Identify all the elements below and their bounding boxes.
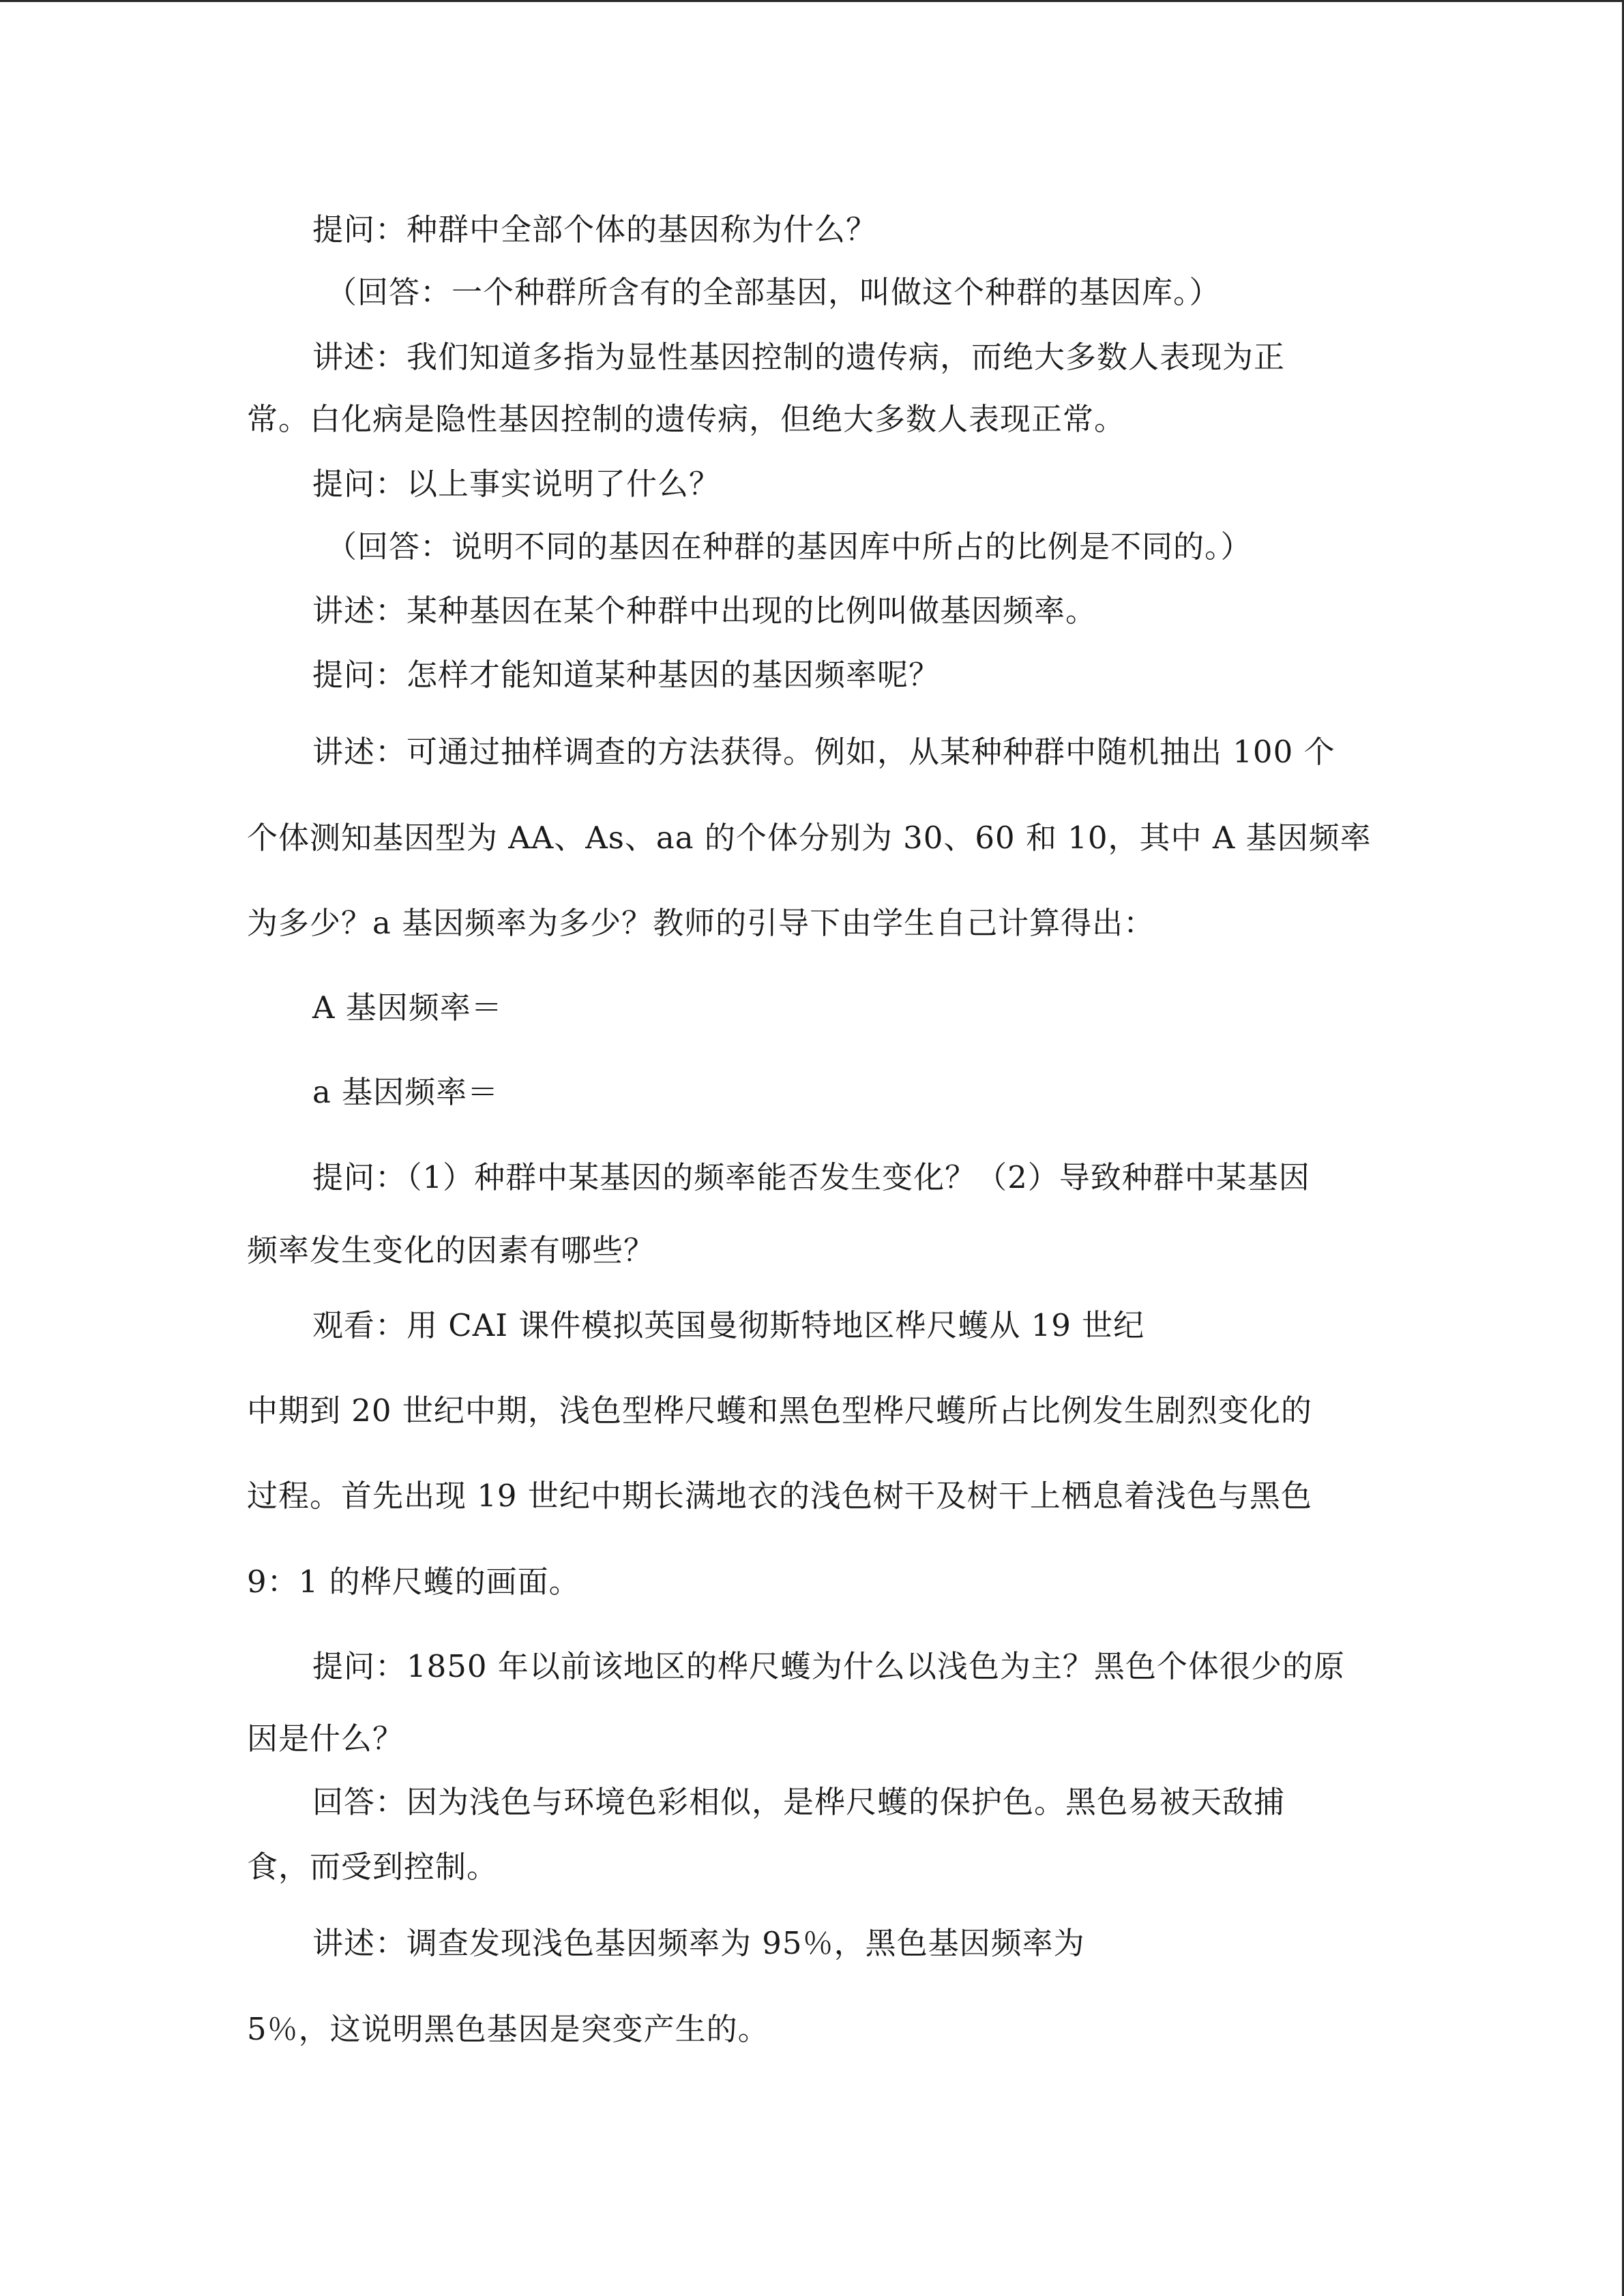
paragraph-line: 因是什么？ — [247, 1720, 404, 1757]
paragraph-line: 过程。首先出现 19 世纪中期长满地衣的浅色树干及树干上栖息着浅色与黑色 — [247, 1478, 1312, 1514]
paragraph-line: 提问：怎样才能知道某种基因的基因频率呢？ — [312, 657, 941, 693]
paragraph-line: 5％，这说明黑色基因是突变产生的。 — [247, 2011, 769, 2047]
paragraph-line: 提问：种群中全部个体的基因称为什么？ — [312, 211, 878, 248]
paragraph-line: 常。白化病是隐性基因控制的遗传病，但绝大多数人表现正常。 — [247, 401, 1126, 437]
paragraph-line: 讲述：某种基因在某个种群中出现的比例叫做基因频率。 — [312, 593, 1097, 629]
formula-a-frequency: A 基因频率＝ — [312, 989, 503, 1026]
paragraph-line: 中期到 20 世纪中期，浅色型桦尺蠖和黑色型桦尺蠖所占比例发生剧烈变化的 — [247, 1392, 1312, 1429]
paragraph-line: （回答：一个种群所含有的全部基因，叫做这个种群的基因库。） — [326, 274, 1221, 310]
paragraph-line: 个体测知基因型为 AA、As、aa 的个体分别为 30、60 和 10，其中 A 基因频率 — [247, 820, 1372, 856]
paragraph-line: 讲述：调查发现浅色基因频率为 95％，黑色基因频率为 — [312, 1925, 1085, 1961]
paragraph-line: （回答：说明不同的基因在种群的基因库中所占的比例是不同的。） — [326, 528, 1252, 565]
paragraph-line: 提问：1850 年以前该地区的桦尺蠖为什么以浅色为主？黑色个体很少的原 — [312, 1648, 1345, 1684]
paragraph-line: 提问：以上事实说明了什么？ — [312, 466, 721, 502]
paragraph-line: 提问：（1）种群中某基因的频率能否发生变化？（2）导致种群中某基因 — [312, 1159, 1310, 1195]
formula-a-lower-frequency: a 基因频率＝ — [312, 1074, 499, 1110]
page-top-border — [0, 0, 1624, 2]
paragraph-line: 回答：因为浅色与环境色彩相似，是桦尺蠖的保护色。黑色易被天敌捕 — [312, 1784, 1286, 1820]
paragraph-line: 讲述：可通过抽样调查的方法获得。例如，从某种种群中随机抽出 100 个 — [312, 734, 1335, 770]
paragraph-line: 9：1 的桦尺蠖的画面。 — [247, 1564, 580, 1600]
paragraph-line: 为多少？a 基因频率为多少？教师的引导下由学生自己计算得出： — [247, 905, 1155, 941]
paragraph-line: 讲述：我们知道多指为显性基因控制的遗传病，而绝大多数人表现为正 — [312, 339, 1286, 375]
paragraph-line: 食，而受到控制。 — [247, 1849, 499, 1885]
paragraph-line: 观看：用 CAI 课件模拟英国曼彻斯特地区桦尺蠖从 19 世纪 — [312, 1307, 1145, 1343]
paragraph-line: 频率发生变化的因素有哪些？ — [247, 1232, 655, 1268]
